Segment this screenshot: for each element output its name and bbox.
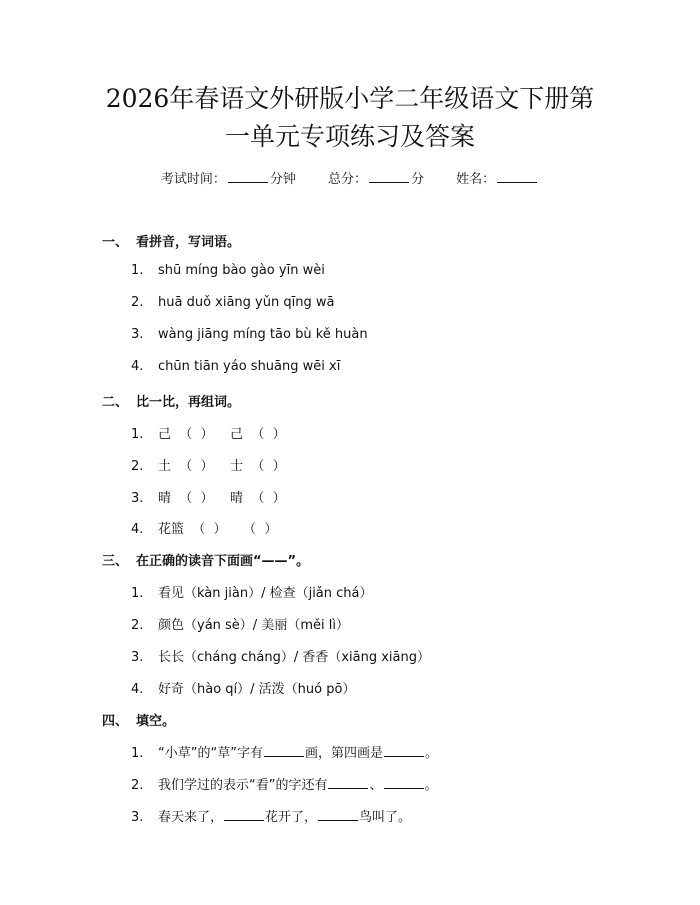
item-text: chūn tiān yáo shuāng wēi xī bbox=[158, 359, 341, 374]
item-number: 2. bbox=[131, 778, 144, 793]
list-item bbox=[131, 359, 340, 374]
item-number: 2. bbox=[131, 459, 144, 474]
list-item bbox=[131, 614, 349, 633]
item-number: 4. bbox=[131, 359, 144, 374]
section-3-heading bbox=[102, 550, 309, 569]
total-score-field bbox=[328, 168, 424, 187]
section-4-heading bbox=[102, 710, 175, 729]
item-text: shū míng bào gào yīn wèi bbox=[158, 263, 325, 278]
item-text: 好奇（hào qí）/ 活泼（huó pō） bbox=[158, 682, 356, 697]
answer-blank[interactable] bbox=[318, 808, 358, 821]
item-text: 长长（cháng cháng）/ 香香（xiāng xiāng） bbox=[158, 650, 430, 665]
list-item bbox=[131, 806, 411, 825]
list-item bbox=[131, 518, 277, 537]
answer-blank[interactable] bbox=[328, 776, 368, 789]
list-item bbox=[131, 327, 368, 342]
title-line-2: 一单元专项练习及答案 bbox=[224, 122, 475, 151]
item-number: 4. bbox=[131, 682, 144, 697]
item-text: 己 （ ） 己 （ ） bbox=[158, 427, 286, 442]
answer-blank[interactable] bbox=[264, 744, 304, 757]
list-item bbox=[131, 295, 334, 310]
total-score-unit: 分 bbox=[411, 172, 425, 187]
item-number: 2. bbox=[131, 618, 144, 633]
name-blank[interactable] bbox=[497, 170, 537, 183]
section-number: 三、 bbox=[102, 554, 129, 569]
item-text: 看见（kàn jiàn）/ 检查（jiǎn chá） bbox=[158, 586, 373, 601]
list-item bbox=[131, 423, 286, 442]
section-number: 一、 bbox=[102, 235, 129, 250]
section-2-heading bbox=[102, 391, 240, 410]
item-number: 4. bbox=[131, 522, 144, 537]
list-item bbox=[131, 455, 286, 474]
list-item bbox=[131, 678, 355, 697]
total-score-label: 总分： bbox=[327, 172, 367, 187]
name-field bbox=[456, 168, 539, 187]
list-item bbox=[131, 582, 373, 601]
item-number: 1. bbox=[131, 586, 144, 601]
item-text: 颜色（yán sè）/ 美丽（měi lì） bbox=[158, 618, 349, 633]
answer-blank[interactable] bbox=[224, 808, 264, 821]
title-line-1: 2026年春语文外研版小学二年级语文下册第 bbox=[105, 84, 595, 113]
name-label: 姓名： bbox=[456, 172, 496, 187]
item-text: “小草”的“草”字有 bbox=[158, 746, 263, 761]
item-number: 3. bbox=[131, 810, 144, 825]
list-item bbox=[131, 646, 430, 665]
page-title bbox=[50, 80, 650, 156]
item-number: 1. bbox=[131, 427, 144, 442]
exam-time-field bbox=[161, 168, 296, 187]
list-item bbox=[131, 263, 325, 278]
item-text: 晴 （ ） 晴 （ ） bbox=[158, 491, 286, 506]
item-number: 3. bbox=[131, 650, 144, 665]
list-item bbox=[131, 487, 286, 506]
section-title: 看拼音，写词语。 bbox=[136, 235, 241, 250]
exam-info bbox=[0, 168, 700, 187]
item-text: 土 （ ） 士 （ ） bbox=[158, 459, 286, 474]
section-title: 在正确的读音下面画“——”。 bbox=[136, 554, 310, 569]
section-number: 四、 bbox=[102, 714, 129, 729]
section-number: 二、 bbox=[102, 395, 129, 410]
answer-blank[interactable] bbox=[384, 776, 424, 789]
item-number: 1. bbox=[131, 263, 144, 278]
item-text: 花开了， bbox=[265, 810, 318, 825]
item-text: 花篮 （ ） （ ） bbox=[158, 522, 278, 537]
item-number: 1. bbox=[131, 746, 144, 761]
section-1-heading bbox=[102, 231, 240, 250]
exam-time-blank[interactable] bbox=[228, 170, 268, 183]
item-text: 春天来了， bbox=[158, 810, 224, 825]
item-text: 画，第四画是 bbox=[304, 746, 383, 761]
item-text: wàng jiāng míng tāo bù kě huàn bbox=[158, 327, 368, 342]
item-number: 3. bbox=[131, 327, 144, 342]
answer-blank[interactable] bbox=[384, 744, 424, 757]
item-text: 我们学过的表示“看”的字还有 bbox=[158, 778, 328, 793]
item-text: 。 bbox=[424, 778, 438, 793]
section-title: 比一比，再组词。 bbox=[136, 395, 241, 410]
exam-time-unit: 分钟 bbox=[269, 172, 296, 187]
item-text: 。 bbox=[424, 746, 438, 761]
item-number: 2. bbox=[131, 295, 144, 310]
item-number: 3. bbox=[131, 491, 144, 506]
exam-time-label: 考试时间： bbox=[160, 172, 226, 187]
list-item bbox=[131, 742, 438, 761]
section-title: 填空。 bbox=[136, 714, 176, 729]
item-text: 鸟叫了。 bbox=[359, 810, 412, 825]
item-text: 、 bbox=[369, 778, 383, 793]
list-item bbox=[131, 774, 438, 793]
total-score-blank[interactable] bbox=[369, 170, 409, 183]
item-text: huā duǒ xiāng yǔn qīng wā bbox=[158, 295, 335, 310]
